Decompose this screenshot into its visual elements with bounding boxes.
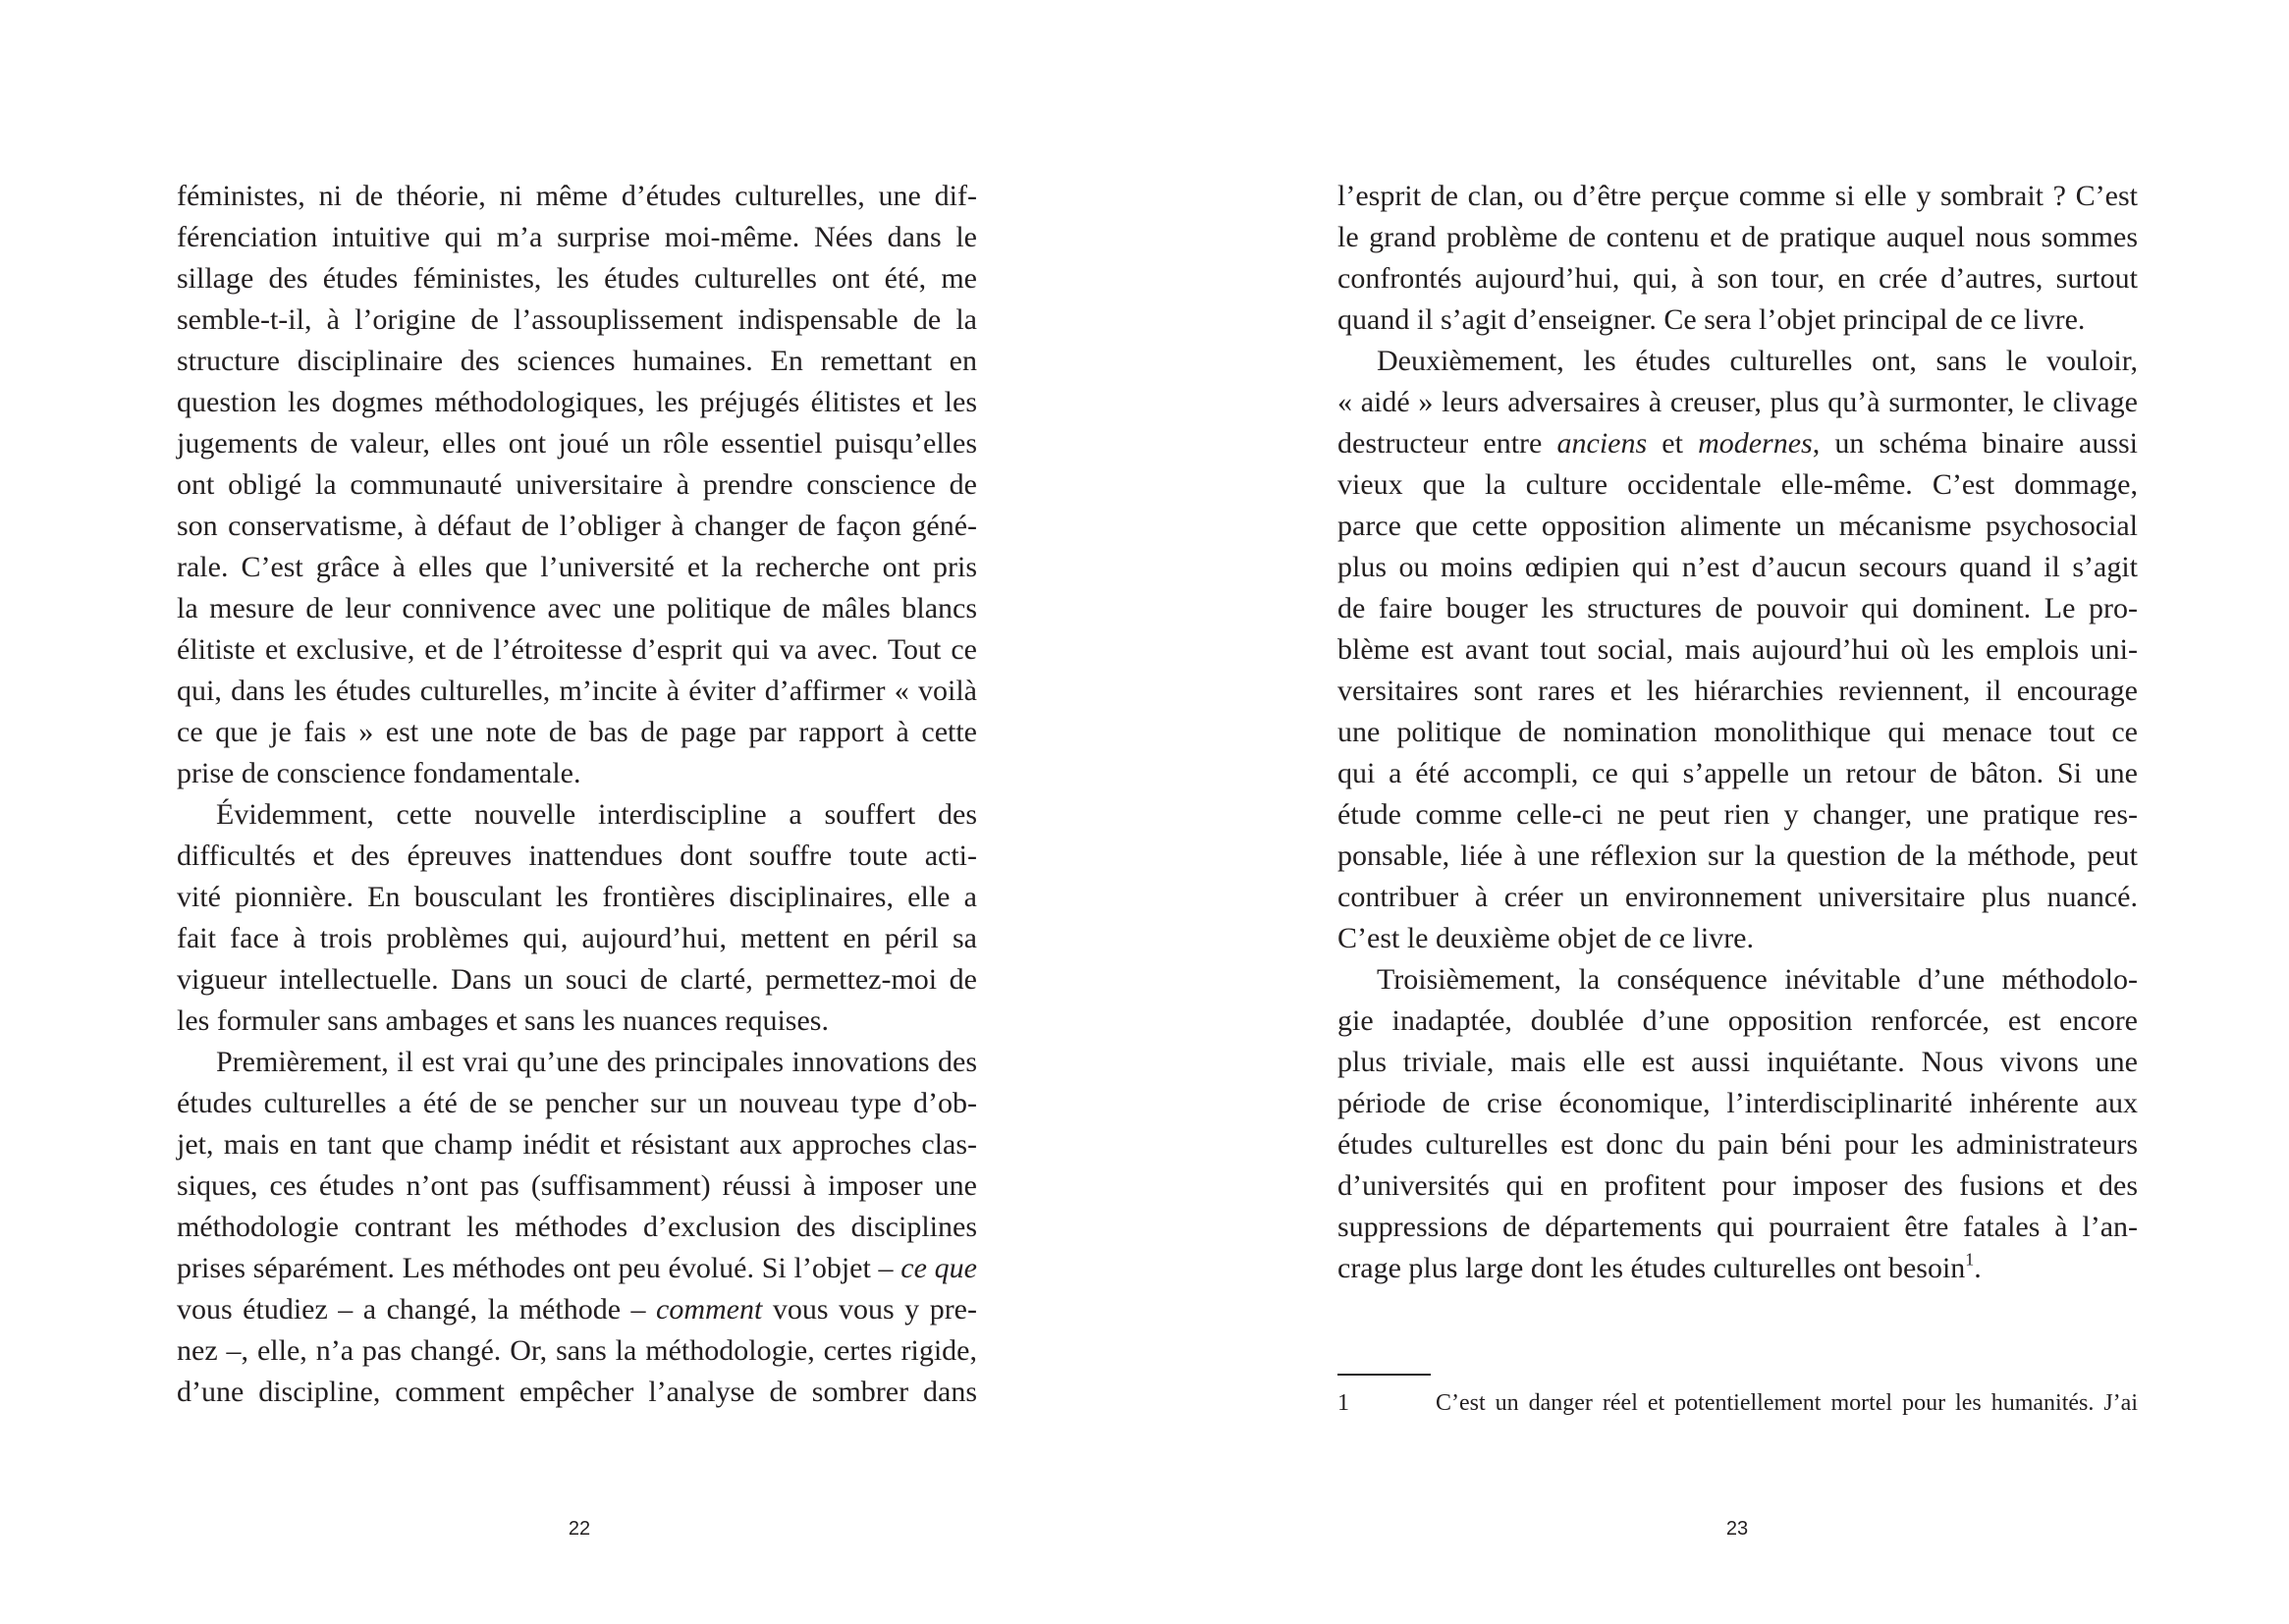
text-line [1337,794,2138,836]
text-line [177,547,977,588]
text-segment: « aidé » leurs adversaires à creuser, plus qu’à surmonter, le clivage [1337,386,2138,418]
footnote-separator [1337,1374,1431,1376]
text-segment: plus triviale, mais elle est aussi inquiétante. Nous vivons une [1337,1046,2138,1078]
text-segment: nez –, elle, n’a pas changé. Or, sans la méthodologie, certes rigide, [177,1334,977,1367]
text-line [177,382,977,423]
text-line [1337,1083,2138,1124]
text-line [177,1165,977,1207]
text-line [1337,382,2138,423]
text-line [1337,176,2138,217]
text-line [1337,341,2138,382]
text-line [177,918,977,959]
text-segment: fait face à trois problèmes qui, aujourd’hui, mettent en péril sa [177,922,977,954]
text-line [1337,506,2138,547]
text-segment: contribuer à créer un environnement universitaire plus nuancé. [1337,881,2138,913]
text-line [1337,1001,2138,1042]
text-line [177,794,977,836]
text-line [177,258,977,299]
text-line [177,176,977,217]
text-line [1337,1165,2138,1207]
left-page [0,0,1144,1624]
text-line [177,1207,977,1248]
text-segment: jet, mais en tant que champ inédit et résistant aux approches clas- [177,1128,977,1161]
text-line [177,959,977,1001]
text-segment: jugements de valeur, elles ont joué un rôle essentiel puisqu’elles [177,427,977,460]
footnote-text: C’est un danger réel et potentiellement mortel pour les humanités. J’ai [1436,1390,2138,1416]
text-segment: crage plus large dont les études culturelles ont besoin [1337,1252,1966,1284]
text-segment: études culturelles a été de se pencher sur un nouveau type d’ob- [177,1087,977,1119]
footnote-reference[interactable]: 1 [1965,1249,1975,1270]
text-segment: semble-t-il, à l’origine de l’assouplissement indispensable de la [177,303,977,336]
text-line [177,836,977,877]
text-segment: C’est le deuxième objet de ce livre. [1337,922,1754,954]
text-line [1337,712,2138,753]
text-segment: ce que je fais » est une note de bas de page par rapport à cette [177,716,977,748]
text-line [1337,959,2138,1001]
text-segment: blème est avant tout social, mais aujourd’hui où les emplois uni- [1337,633,2138,666]
text-segment: d’une discipline, comment empêcher l’analyse de sombrer dans [177,1376,977,1408]
text-segment: férenciation intuitive qui m’a surprise moi-même. Nées dans le [177,221,977,253]
text-segment: quand il s’agit d’enseigner. Ce sera l’objet principal de ce livre. [1337,303,2086,336]
text-segment: vous vous y pre- [762,1293,977,1326]
text-line [177,423,977,464]
text-segment: rale. C’est grâce à elles que l’université et la recherche ont pris [177,551,977,583]
text-segment: structure disciplinaire des sciences humaines. En remettant en [177,345,977,377]
text-line [1337,671,2138,712]
text-segment: sillage des études féministes, les études culturelles ont été, me [177,262,977,295]
text-segment: Troisièmement, la conséquence inévitable d’une méthodolo- [1377,963,2138,996]
text-line [177,299,977,341]
text-segment: les formuler sans ambages et sans les nuances requises. [177,1004,829,1037]
text-segment: une politique de nomination monolithique qui menace tout ce [1337,716,2138,748]
text-segment: Deuxièmement, les études culturelles ont, sans le vouloir, [1377,345,2138,377]
footnote-number: 1 [1337,1390,1349,1416]
text-line [177,1248,977,1289]
text-segment: élitiste et exclusive, et de l’étroitesse d’esprit qui va avec. Tout ce [177,633,977,666]
text-line [1337,464,2138,506]
text-line [1337,1124,2138,1165]
text-segment: difficultés et des épreuves inattendues dont souffre toute acti- [177,839,977,872]
italic-text: comment [656,1293,763,1326]
text-line [1337,629,2138,671]
text-segment: prises séparément. Les méthodes ont peu évolué. Si l’objet – [177,1252,901,1284]
text-segment: féministes, ni de théorie, ni même d’études culturelles, une dif- [177,180,977,212]
text-line [177,1042,977,1083]
text-line [177,588,977,629]
text-line [1337,1042,2138,1083]
text-segment: qui a été accompli, ce qui s’appelle un retour de bâton. Si une [1337,757,2138,789]
text-line [177,464,977,506]
text-segment: et [1647,427,1699,460]
text-line [1337,753,2138,794]
text-line [1337,877,2138,918]
text-line [177,1083,977,1124]
text-segment: vigueur intellectuelle. Dans un souci de clarté, permettez-moi de [177,963,977,996]
text-line [1337,836,2138,877]
text-line [177,1124,977,1165]
text-segment: méthodologie contrant les méthodes d’exclusion des disciplines [177,1211,977,1243]
text-segment: destructeur entre [1337,427,1557,460]
text-line [1337,217,2138,258]
text-segment: ont obligé la communauté universitaire à prendre conscience de [177,468,977,501]
right-page-body-text [1337,176,2138,1289]
page-number: 23 [1725,1518,1749,1540]
text-segment: études culturelles est donc du pain béni pour les administrateurs [1337,1128,2138,1161]
text-line [1337,1207,2138,1248]
text-line [177,506,977,547]
text-segment: siques, ces études n’ont pas (suffisamment) réussi à imposer une [177,1169,977,1202]
text-segment: suppressions de départements qui pourraient être fatales à l’an- [1337,1211,2138,1243]
text-segment: de faire bouger les structures de pouvoir qui dominent. Le pro- [1337,592,2138,624]
text-segment: . [1974,1252,1982,1284]
text-line [177,671,977,712]
text-segment: étude comme celle-ci ne peut rien y changer, une pratique res- [1337,798,2138,831]
text-segment: parce que cette opposition alimente un mécanisme psychosocial [1337,510,2138,542]
text-line [1337,918,2138,959]
text-segment: plus ou moins œdipien qui n’est d’aucun secours quand il s’agit [1337,551,2138,583]
text-segment: qui, dans les études culturelles, m’incite à éviter d’affirmer « voilà [177,675,977,707]
text-segment: la mesure de leur connivence avec une politique de mâles blancs [177,592,977,624]
text-segment: vité pionnière. En bousculant les frontières disciplinaires, elle a [177,881,977,913]
text-line [1337,258,2138,299]
text-line [177,712,977,753]
text-segment: l’esprit de clan, ou d’être perçue comme si elle y sombrait ? C’est [1337,180,2138,212]
text-segment: prise de conscience fondamentale. [177,757,581,789]
text-segment: d’universités qui en profitent pour imposer des fusions et des [1337,1169,2138,1202]
text-line [1337,423,2138,464]
text-line [1337,547,2138,588]
text-segment: ponsable, liée à une réflexion sur la question de la méthode, peut [1337,839,2138,872]
text-line [177,1001,977,1042]
italic-text: ce que [900,1252,977,1284]
italic-text: modernes [1698,427,1813,460]
text-segment: Premièrement, il est vrai qu’une des principales innovations des [216,1046,977,1078]
text-line [177,217,977,258]
text-line [177,753,977,794]
text-line [1337,299,2138,341]
text-line [177,1289,977,1330]
text-line [177,629,977,671]
text-segment: question les dogmes méthodologiques, les préjugés élitistes et les [177,386,977,418]
text-segment: le grand problème de contenu et de pratique auquel nous sommes [1337,221,2138,253]
text-segment: confrontés aujourd’hui, qui, à son tour, en crée d’autres, surtout [1337,262,2138,295]
italic-text: anciens [1556,427,1648,460]
left-page-body-text [177,176,977,1413]
text-line [177,341,977,382]
text-line [1337,1248,2138,1289]
text-line [1337,588,2138,629]
text-segment: versitaires sont rares et les hiérarchies reviennent, il encourage [1337,675,2138,707]
text-segment: période de crise économique, l’interdisciplinarité inhérente aux [1337,1087,2138,1119]
text-line [177,1330,977,1372]
text-segment: vous étudiez – a changé, la méthode – [177,1293,657,1326]
text-segment: Évidemment, cette nouvelle interdiscipline a souffert des [216,798,977,831]
text-segment: gie inadaptée, doublée d’une opposition renforcée, est encore [1337,1004,2138,1037]
right-page [1144,0,2289,1624]
text-segment: son conservatisme, à défaut de l’obliger à changer de façon géné- [177,510,977,542]
text-line [177,877,977,918]
text-segment: , un schéma binaire aussi [1812,427,2138,460]
page-number: 22 [568,1518,591,1540]
text-line [177,1372,977,1413]
text-segment: vieux que la culture occidentale elle-même. C’est dommage, [1337,468,2138,501]
